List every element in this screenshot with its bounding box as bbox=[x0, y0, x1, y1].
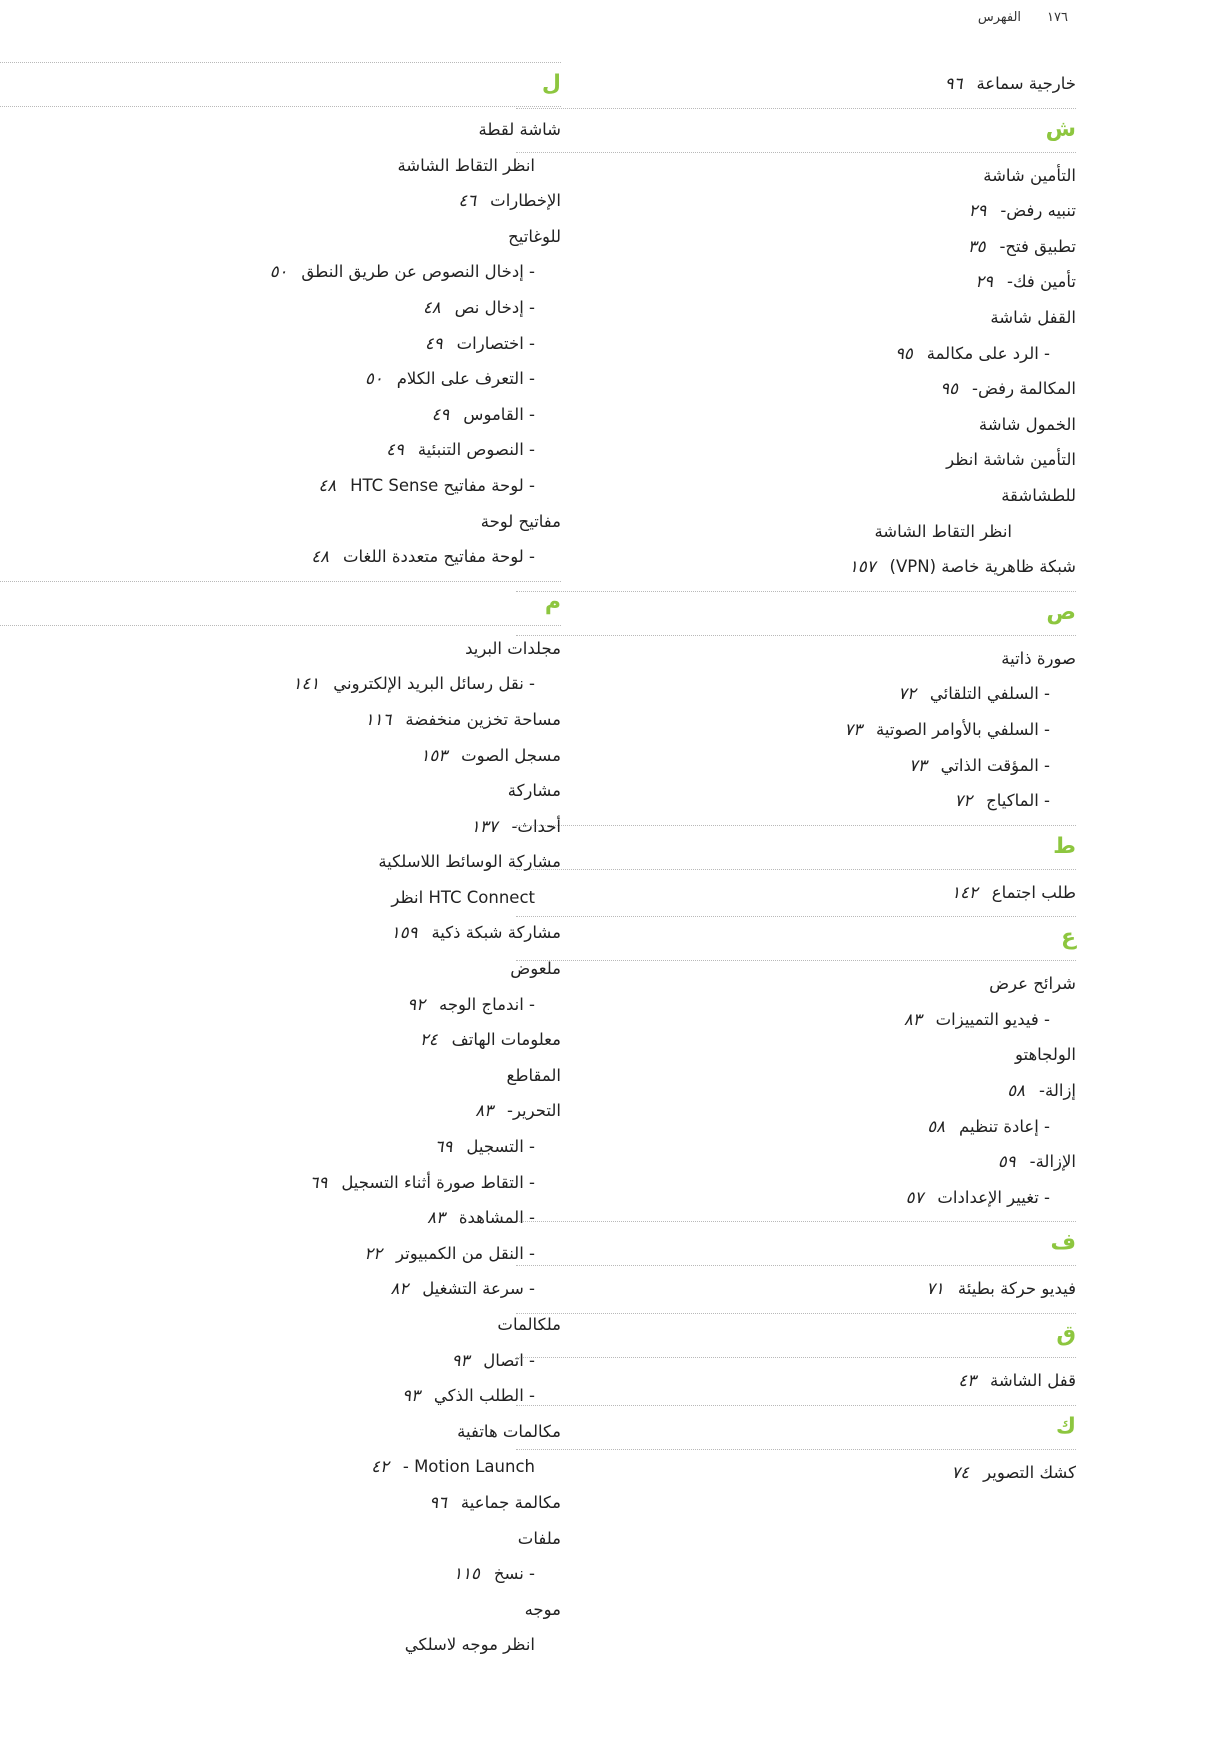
index-term: - السلفي التلقائي bbox=[929, 684, 1050, 704]
page-header bbox=[952, 10, 1068, 25]
index-entry bbox=[0, 880, 561, 916]
index-entry bbox=[516, 514, 1076, 550]
index-term: فيديو حركة بطيئة bbox=[957, 1279, 1076, 1299]
index-entry bbox=[0, 631, 561, 667]
section-divider bbox=[0, 581, 561, 582]
index-entry bbox=[0, 148, 561, 184]
index-term: معلومات الهاتف bbox=[451, 1030, 561, 1050]
section-letter: ق bbox=[1056, 1322, 1076, 1348]
index-term: شاشة لقطة bbox=[478, 120, 561, 139]
index-entry bbox=[0, 915, 561, 951]
index-term: صورة ذاتية bbox=[1001, 648, 1076, 668]
index-term: للوغاتيح bbox=[508, 226, 561, 246]
index-term: التأمين شاشة انظر bbox=[946, 450, 1076, 470]
index-entry bbox=[0, 183, 561, 219]
index-section bbox=[516, 1307, 1076, 1363]
index-term: - الرد على مكالمة bbox=[926, 343, 1050, 363]
index-entry bbox=[0, 1627, 561, 1663]
section-divider bbox=[516, 591, 1076, 592]
index-term: ملفات bbox=[517, 1528, 561, 1548]
index-section bbox=[516, 102, 1076, 158]
index-entry bbox=[516, 193, 1076, 229]
index-entry bbox=[0, 1200, 561, 1236]
page-reference: ٩٢ bbox=[407, 994, 426, 1014]
index-term: - نسخ bbox=[493, 1564, 535, 1584]
section-divider bbox=[516, 635, 1076, 636]
index-term: - السلفي بالأوامر الصوتية bbox=[876, 719, 1050, 739]
index-term: Motion Launch - bbox=[402, 1457, 535, 1477]
index-term: - إدخال النصوص عن طريق النطق bbox=[301, 262, 535, 282]
page-reference: ١٣٧ bbox=[470, 816, 498, 836]
index-term: - النصوص التنبئية bbox=[417, 440, 535, 460]
section-divider bbox=[516, 916, 1076, 917]
section-divider bbox=[516, 869, 1076, 870]
index-term: مكالمات هاتفية bbox=[457, 1421, 561, 1441]
index-term: - سرعة التشغيل bbox=[422, 1279, 535, 1299]
index-entry bbox=[0, 539, 561, 575]
page-reference: ٤٨ bbox=[318, 475, 337, 495]
index-term: الخمول شاشة bbox=[978, 414, 1076, 434]
index-entry bbox=[516, 966, 1076, 1002]
page-reference: ١٤٢ bbox=[951, 882, 978, 902]
page-reference: ٥٨ bbox=[927, 1116, 946, 1136]
index-term: الإخطارات bbox=[490, 191, 561, 211]
page-reference: ٨٣ bbox=[475, 1101, 493, 1121]
index-term: مشاركة bbox=[507, 781, 561, 801]
page-reference: ٤٨ bbox=[311, 547, 329, 567]
page-reference: ٥٩ bbox=[997, 1152, 1016, 1172]
index-term: انظر التقاط الشاشة bbox=[874, 521, 1012, 541]
index-entry bbox=[516, 300, 1076, 336]
page-reference: ٤٦ bbox=[458, 191, 477, 211]
index-entry bbox=[516, 712, 1076, 748]
page-title: الفهرس bbox=[977, 10, 1022, 25]
page-reference: ٤٣ bbox=[958, 1371, 976, 1391]
page-reference: ٩٥ bbox=[940, 379, 959, 399]
page-reference: ٩٦ bbox=[429, 1492, 447, 1512]
index-term: مشاركة شبكة ذكية bbox=[431, 923, 561, 943]
index-term: - النقل من الكمبيوتر bbox=[396, 1243, 535, 1263]
index-term: مجلدات البريد bbox=[465, 638, 561, 658]
index-term: قفل الشاشة bbox=[989, 1371, 1076, 1391]
index-term: - التقاط صورة أثناء التسجيل bbox=[341, 1172, 535, 1192]
index-term: - نقل رسائل البريد الإلكتروني bbox=[333, 674, 535, 694]
index-entry bbox=[0, 1058, 561, 1094]
index-entry bbox=[0, 1307, 561, 1343]
index-term: انظر التقاط الشاشة bbox=[397, 155, 535, 175]
index-entry bbox=[0, 1236, 561, 1272]
index-entry bbox=[0, 504, 561, 540]
index-entry bbox=[0, 1592, 561, 1628]
page-reference: ٢٤ bbox=[419, 1030, 438, 1050]
index-section bbox=[516, 910, 1076, 966]
index-term: انظر موجه لاسلكي bbox=[404, 1635, 535, 1655]
index-term: التأمين شاشة bbox=[983, 165, 1076, 185]
index-term: - المؤقت الذاتي bbox=[940, 755, 1050, 775]
index-entry bbox=[0, 809, 561, 845]
index-entry bbox=[516, 1271, 1076, 1307]
index-term: HTC Connect انظر bbox=[391, 887, 535, 907]
index-term: - تغيير الإعدادات bbox=[937, 1187, 1050, 1207]
index-entry bbox=[0, 290, 561, 326]
index-term: شبكة ظاهرية خاصة (VPN) bbox=[889, 557, 1076, 577]
index-term: - إعادة تنظيم bbox=[959, 1116, 1050, 1136]
section-divider bbox=[516, 1313, 1076, 1314]
index-entry bbox=[0, 397, 561, 433]
page-reference: ٤٩ bbox=[431, 404, 450, 424]
section-letter: ع bbox=[1060, 925, 1076, 951]
index-term: مشاركة الوسائط اللاسلكية bbox=[378, 852, 561, 872]
index-term: - اتصال bbox=[483, 1350, 535, 1370]
index-entry bbox=[0, 1093, 561, 1129]
index-term: مكالمة جماعية bbox=[460, 1492, 561, 1512]
page-reference: ٧٢ bbox=[954, 791, 973, 811]
index-entry bbox=[0, 219, 561, 255]
index-entry bbox=[516, 875, 1076, 911]
index-term: المقاطع bbox=[506, 1065, 561, 1085]
index-term: تطبيق فتح- bbox=[999, 236, 1076, 256]
index-term: التحرير- bbox=[507, 1101, 561, 1121]
index-term: - المشاهدة bbox=[458, 1208, 535, 1228]
index-term: مفاتيح لوحة bbox=[480, 511, 561, 531]
section-letter: ص bbox=[1046, 599, 1076, 625]
index-column-right bbox=[516, 66, 1076, 1490]
index-term: الإزالة- bbox=[1029, 1152, 1076, 1172]
index-entry bbox=[0, 1485, 561, 1521]
index-term: - إدخال نص bbox=[454, 297, 535, 317]
index-entry bbox=[0, 844, 561, 880]
page-reference: ٩٣ bbox=[402, 1386, 420, 1406]
index-entry bbox=[0, 432, 561, 468]
index-term: موجه bbox=[524, 1599, 561, 1619]
index-term: مساحة تخزين منخفضة bbox=[405, 709, 561, 729]
index-entry bbox=[0, 738, 561, 774]
index-entry bbox=[0, 773, 561, 809]
index-entry bbox=[516, 158, 1076, 194]
index-entry bbox=[0, 666, 561, 702]
page-reference: ١١٥ bbox=[453, 1564, 480, 1584]
page-reference: ٧٣ bbox=[844, 719, 863, 739]
index-entry bbox=[516, 478, 1076, 514]
page-reference: ٤٨ bbox=[422, 297, 441, 317]
index-section bbox=[0, 575, 561, 631]
index-entry bbox=[516, 1144, 1076, 1180]
index-column-left bbox=[0, 56, 561, 1663]
index-entry bbox=[0, 1414, 561, 1450]
index-term: - فيديو التمييزات bbox=[935, 1009, 1050, 1029]
index-term: - لوحة مفاتيح HTC Sense bbox=[350, 475, 535, 495]
index-entry bbox=[516, 1180, 1076, 1216]
index-entry bbox=[516, 442, 1076, 478]
page-reference: ٧٢ bbox=[898, 684, 916, 704]
section-divider bbox=[516, 1449, 1076, 1450]
page-reference: ١٥٣ bbox=[420, 745, 448, 765]
page-reference: ٢٩ bbox=[968, 201, 987, 221]
page-reference: ١٥٧ bbox=[848, 557, 876, 577]
index-term: شرائح عرض bbox=[989, 974, 1076, 994]
page-reference: ٥٠ bbox=[269, 262, 288, 282]
page-reference: ٦٩ bbox=[309, 1172, 328, 1192]
index-section bbox=[516, 1215, 1076, 1271]
index-term: - اندماج الوجه bbox=[439, 994, 535, 1014]
page-reference: ٧١ bbox=[926, 1279, 944, 1299]
page-reference: ٩٦ bbox=[944, 74, 963, 93]
page-reference: ٥٨ bbox=[1007, 1081, 1026, 1101]
index-term: - الطلب الذكي bbox=[433, 1386, 535, 1406]
section-letter: ط bbox=[1053, 833, 1076, 859]
index-term: مسجل الصوت bbox=[461, 745, 561, 765]
section-divider bbox=[516, 1265, 1076, 1266]
index-term: للطشاشقة bbox=[1001, 485, 1076, 505]
index-entry bbox=[0, 1449, 561, 1485]
page-number: ١٧٦ bbox=[1047, 10, 1068, 25]
index-entry bbox=[516, 783, 1076, 819]
index-term: طلب اجتماع bbox=[991, 882, 1076, 902]
page-reference: ١١٦ bbox=[364, 709, 392, 729]
index-entry bbox=[516, 549, 1076, 585]
index-term: خارجية سماعة bbox=[976, 74, 1076, 93]
index-term: الولجاهتو bbox=[1014, 1045, 1076, 1065]
index-entry bbox=[0, 112, 561, 148]
page-reference: ٤٢ bbox=[371, 1457, 389, 1477]
index-entry bbox=[0, 1165, 561, 1201]
page-reference: ٤٩ bbox=[386, 440, 404, 460]
index-term: إزالة- bbox=[1039, 1081, 1076, 1101]
page-reference: ٧٣ bbox=[908, 755, 927, 775]
index-entry bbox=[0, 1343, 561, 1379]
section-letter: ف bbox=[1050, 1230, 1076, 1256]
index-term: المكالمة رفض- bbox=[972, 379, 1076, 399]
index-entry bbox=[0, 1556, 561, 1592]
index-entry bbox=[516, 1109, 1076, 1145]
index-term: - التسجيل bbox=[466, 1137, 535, 1157]
section-divider bbox=[516, 960, 1076, 961]
index-entry bbox=[516, 748, 1076, 784]
index-entry bbox=[516, 1455, 1076, 1491]
page-reference: ٣٥ bbox=[967, 236, 986, 256]
section-divider bbox=[516, 108, 1076, 109]
index-term: القفل شاشة bbox=[990, 307, 1076, 327]
index-entry bbox=[0, 361, 561, 397]
index-entry bbox=[0, 1378, 561, 1414]
page-reference: ٤٩ bbox=[424, 333, 443, 353]
index-entry bbox=[516, 264, 1076, 300]
index-entry bbox=[516, 676, 1076, 712]
index-term: تأمين فك- bbox=[1007, 272, 1076, 292]
section-divider bbox=[516, 1221, 1076, 1222]
index-term: ملكالمات bbox=[497, 1315, 561, 1334]
index-entry bbox=[0, 1521, 561, 1557]
page-reference: ٦٩ bbox=[434, 1137, 453, 1157]
index-section bbox=[0, 56, 561, 112]
page-reference: ٧٤ bbox=[951, 1462, 970, 1482]
index-section bbox=[516, 819, 1076, 875]
index-entry bbox=[0, 1129, 561, 1165]
index-term: تنبيه رفض- bbox=[1000, 201, 1076, 221]
index-term: - لوحة مفاتيح متعددة اللغات bbox=[343, 547, 535, 567]
section-divider bbox=[0, 62, 561, 63]
index-entry bbox=[516, 407, 1076, 443]
page-reference: ٢٩ bbox=[975, 272, 993, 292]
index-entry bbox=[0, 951, 561, 987]
section-letter: ل bbox=[541, 71, 561, 96]
index-section bbox=[516, 585, 1076, 641]
index-entry bbox=[516, 229, 1076, 265]
section-divider bbox=[0, 106, 561, 107]
page-reference: ١٥٩ bbox=[390, 923, 418, 943]
index-entry bbox=[516, 1363, 1076, 1399]
index-entry bbox=[0, 468, 561, 504]
index-term: - التعرف على الكلام bbox=[396, 369, 535, 389]
page-reference: ٨٢ bbox=[390, 1279, 409, 1299]
section-divider bbox=[0, 625, 561, 626]
index-term: أحداث- bbox=[511, 816, 561, 836]
page-reference: ٥٠ bbox=[364, 369, 383, 389]
index-entry bbox=[0, 1271, 561, 1307]
section-divider bbox=[516, 152, 1076, 153]
index-entry bbox=[0, 1022, 561, 1058]
index-entry bbox=[516, 1037, 1076, 1073]
index-entry bbox=[516, 371, 1076, 407]
index-entry bbox=[516, 641, 1076, 677]
index-section bbox=[516, 1399, 1076, 1455]
index-term: ملعوض bbox=[510, 959, 561, 979]
index-entry bbox=[0, 987, 561, 1023]
index-entry bbox=[0, 702, 561, 738]
index-term: كشك التصوير bbox=[983, 1462, 1076, 1482]
index-entry bbox=[516, 1002, 1076, 1038]
section-letter: ش bbox=[1045, 116, 1076, 142]
section-letter: ك bbox=[1055, 1413, 1076, 1439]
index-entry bbox=[516, 336, 1076, 372]
section-divider bbox=[516, 1405, 1076, 1406]
page-reference: ٨٣ bbox=[427, 1208, 445, 1228]
index-entry bbox=[0, 254, 561, 290]
index-entry bbox=[0, 326, 561, 362]
page-reference: ٩٣ bbox=[451, 1350, 470, 1370]
index-entry bbox=[516, 66, 1076, 102]
index-entry bbox=[516, 1073, 1076, 1109]
page-reference: ٢٢ bbox=[364, 1243, 383, 1263]
section-divider bbox=[516, 825, 1076, 826]
page-reference: ١٤١ bbox=[292, 674, 320, 694]
page-reference: ٨٣ bbox=[903, 1009, 922, 1029]
section-letter: م bbox=[544, 589, 561, 615]
index-term: - الماكياج bbox=[986, 791, 1050, 811]
index-term: - اختصارات bbox=[456, 333, 535, 353]
index-term: - القاموس bbox=[463, 404, 535, 424]
page-reference: ٥٧ bbox=[905, 1187, 924, 1207]
page-reference: ٩٥ bbox=[895, 343, 913, 363]
section-divider bbox=[516, 1357, 1076, 1358]
